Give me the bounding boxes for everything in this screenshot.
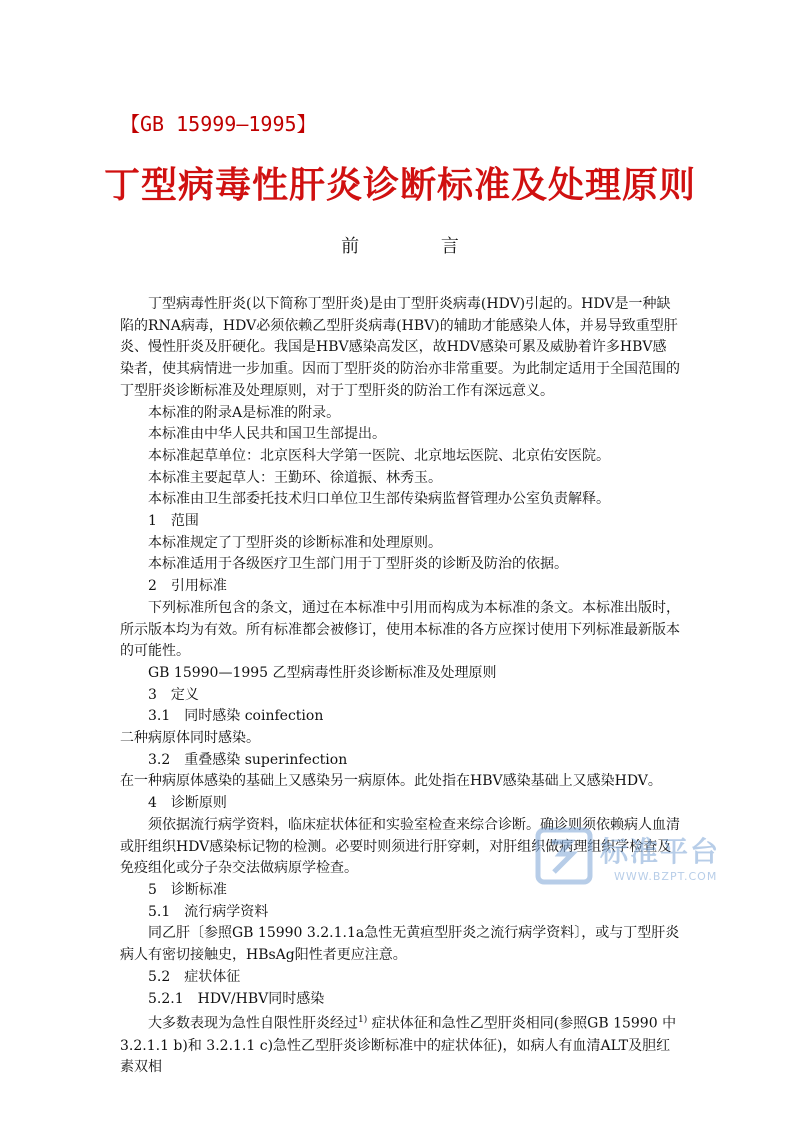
paragraph: 本标准的附录A是标准的附录。 <box>148 404 341 421</box>
last-paragraph-text-b: 症状体征和急性乙型肝炎相同(参照GB 15990 中3.2.1.1 b)和 3.2.1.1 c)急性乙型肝炎诊断标准中的症状体征)，如病人有血清ALT及胆红素双相 <box>120 1015 677 1076</box>
paragraph: 本标准起草单位：北京医科大学第一医院、北京地坛医院、北京佑安医院。 <box>148 447 610 464</box>
paragraph: 本标准规定了丁型肝炎的诊断标准和处理原则。 <box>148 534 442 551</box>
paragraph-list <box>120 294 680 1010</box>
document-title: 丁型病毒性肝炎诊断标准及处理原则 <box>103 165 696 206</box>
paragraph: 5 诊断标准 <box>148 881 227 898</box>
preface-heading: 前 言 <box>341 236 497 257</box>
last-paragraph-text-a: 大多数表现为急性自限性肝炎经过 <box>148 1015 358 1032</box>
paragraph: 本标准由中华人民共和国卫生部提出。 <box>148 426 386 443</box>
paragraph: 3.1 同时感染 coinfection <box>148 708 324 725</box>
paragraph-last <box>120 1010 680 1079</box>
paragraph: 5.2 症状体征 <box>148 968 241 985</box>
paragraph: 下列标准所包含的条文，通过在本标准中引用而构成为本标准的条文。本标准出版时，所示版本均为有效。所有标准都会被修订，使用本标准的各方应探讨使用下列标准最新版本的可能性。 <box>120 599 680 660</box>
body-text <box>120 294 680 1079</box>
paragraph: GB 15990—1995 乙型病毒性肝炎诊断标准及处理原则 <box>148 664 497 681</box>
paragraph: 1 范围 <box>148 513 199 530</box>
paragraph: 本标准适用于各级医疗卫生部门用于丁型肝炎的诊断及防治的依据。 <box>148 556 568 573</box>
paragraph: 3 定义 <box>148 686 199 703</box>
paragraph: 本标准由卫生部委托技术归口单位卫生部传染病监督管理办公室负责解释。 <box>148 491 610 508</box>
paragraph: 3.2 重叠感染 superinfection <box>148 751 348 768</box>
paragraph: 同乙肝〔参照GB 15990 3.2.1.1a急性无黄疸型肝炎之流行病学资料〕，或与丁型肝炎病人有密切接触史，HBsAg阳性者更应注意。 <box>120 925 680 964</box>
paragraph: 须依据流行病学资料，临床症状体征和实验室检查来综合诊断。确诊则须依赖病人血清或肝组织HDV感染标记物的检测。必要时则须进行肝穿刺，对肝组织做病理组织学检查及免疫组化或分子杂交法做病原学检查。 <box>120 816 680 877</box>
paragraph: 5.1 流行病学资料 <box>148 903 269 920</box>
paragraph: 2 引用标准 <box>148 578 227 595</box>
paragraph: 4 诊断原则 <box>148 795 227 812</box>
standard-code: 【GB 15999—1995】 <box>120 112 317 136</box>
footnote-marker: 1) <box>358 1015 368 1026</box>
paragraph: 本标准主要起草人：王勤环、徐道振、林秀玉。 <box>148 469 442 486</box>
paragraph: 丁型病毒性肝炎(以下简称丁型肝炎)是由丁型肝炎病毒(HDV)引起的。HDV是一种缺陷的RNA病毒，HDV必须依赖乙型肝炎病毒(HBV)的辅助才能感染人体，并易导致重型肝炎、慢性肝炎及肝硬化。我国是HBV感染高发区，故HDV感染可累及威胁着许多HBV感染者，使其病情进一步加重。因而丁型肝炎的防治亦非常重要。为此制定适用于全国范围的丁型肝炎诊断标准及处理原则，对于丁型肝炎的防治工作有深远意义。 <box>120 296 680 399</box>
paragraph: 二种病原体同时感染。 <box>120 730 260 747</box>
paragraph: 5.2.1 HDV/HBV同时感染 <box>148 990 325 1007</box>
watermark-text: 标准平台 <box>600 835 721 868</box>
paragraph: 在一种病原体感染的基础上又感染另一病原体。此处指在HBV感染基础上又感染HDV。 <box>120 773 662 790</box>
watermark-url: WWW.BZPT.COM <box>614 870 718 883</box>
